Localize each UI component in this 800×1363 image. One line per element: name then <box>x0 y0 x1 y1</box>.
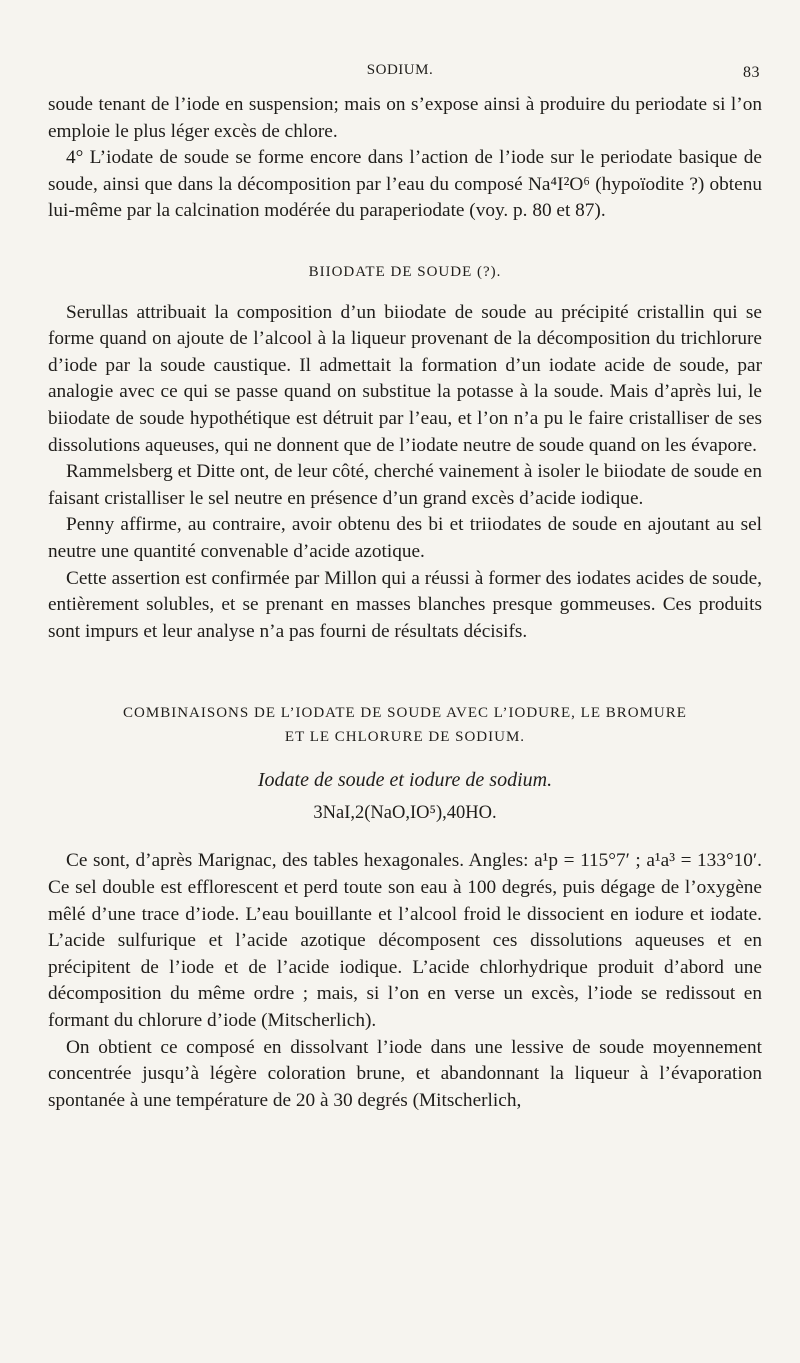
section-heading-combinaisons-line2: ET LE CHLORURE DE SODIUM. <box>284 729 526 746</box>
paragraph-preparation: On obtient ce composé en dissolvant l’iode dans une lessive de soude moyennement concentrée jusqu’à légère coloration brune, et abandonnant la liqueur à l’évaporation spontanée à une température de 20 à 30 degrés (Mitscherlich, <box>48 1036 762 1111</box>
section-heading-biiodate: BIIODATE DE SOUDE (?). <box>308 263 502 280</box>
page-header <box>0 62 800 86</box>
paragraph-continued: soude tenant de l’iode en suspension; mais on s’expose ainsi à produire du periodate si l’on emploie le plus léger excès de chlore. <box>48 94 762 142</box>
paragraph-penny: Penny affirme, au contraire, avoir obtenu des bi et triiodates de soude en ajoutant au sel neutre une quantité convenable d’acide azotique. <box>48 514 762 562</box>
chemical-formula: 3NaI,2(NaO,IO⁵),40HO. <box>313 802 497 823</box>
paragraph-millon: Cette assertion est confirmée par Millon qui a réussi à former des iodates acides de soude, entièrement solubles, et se prenant en masses blanches presque gommeuses. Ces produits sont impurs et leur analyse n’a pas fourni de résultats décisifs. <box>48 567 762 642</box>
page-body <box>48 92 762 1114</box>
paragraph-rammelsberg: Rammelsberg et Ditte ont, de leur côté, cherché vainement à isoler le biiodate de soude en faisant cristalliser le sel neutre en présence d’un grand excès d’acide iodique. <box>48 461 762 509</box>
paragraph-marignac: Ce sont, d’après Marignac, des tables hexagonales. Angles: a¹p = 115°7′ ; a¹a³ = 133°10′. Ce sel double est efflorescent et perd toute son eau à 100 degrés, puis dégage de l’oxygène mêlé d’une trace d’iode. L’eau bouillante et l’alcool froid le dissocient en iodure et iodate. L’acide sulfurique et l’acide azotique décomposent ces dissolutions aqueuses et en précipitent de l’iode et de l’acide iodique. L’acide chlorhydrique produit d’abord une décomposition du même ordre ; mais, si l’on en verse un excès, l’iode se redissout en formant du chlorure d’iode (Mitscherlich). <box>48 850 762 1032</box>
running-title: SODIUM. <box>366 62 434 78</box>
page-number: 83 <box>743 64 760 81</box>
subsection-title: Iodate de soude et iodure de sodium. <box>257 769 553 792</box>
paragraph-iodate-formation: 4° L’iodate de soude se forme encore dans l’action de l’iode sur le periodate basique de soude, ainsi que dans la décomposition par l’eau du composé Na⁴I²O⁶ (hypoïodite ?) obtenu lui-même par la calcination modérée du paraperiodate (voy. p. 80 et 87). <box>48 147 762 222</box>
section-heading-combinaisons-line1: COMBINAISONS DE L’IODATE DE SOUDE AVEC L’IODURE, LE BROMURE <box>123 705 687 722</box>
paragraph-serullas: Serullas attribuait la composition d’un biiodate de soude au précipité cristallin qui se forme quand on ajoute de l’alcool à la liqueur provenant de la décomposition du trichlorure d’iode par la soude caustique. Il admettait la formation d’un iodate acide de soude, par analogie avec ce qui se passe quand on substitue la potasse à la soude. Mais d’après lui, le biiodate de soude hypothétique est détruit par l’eau, et l’on n’a pu le faire cristalliser de ses dissolutions aqueuses, qui ne donnent que de l’iodate neutre de soude quand on les évapore. <box>48 301 762 456</box>
